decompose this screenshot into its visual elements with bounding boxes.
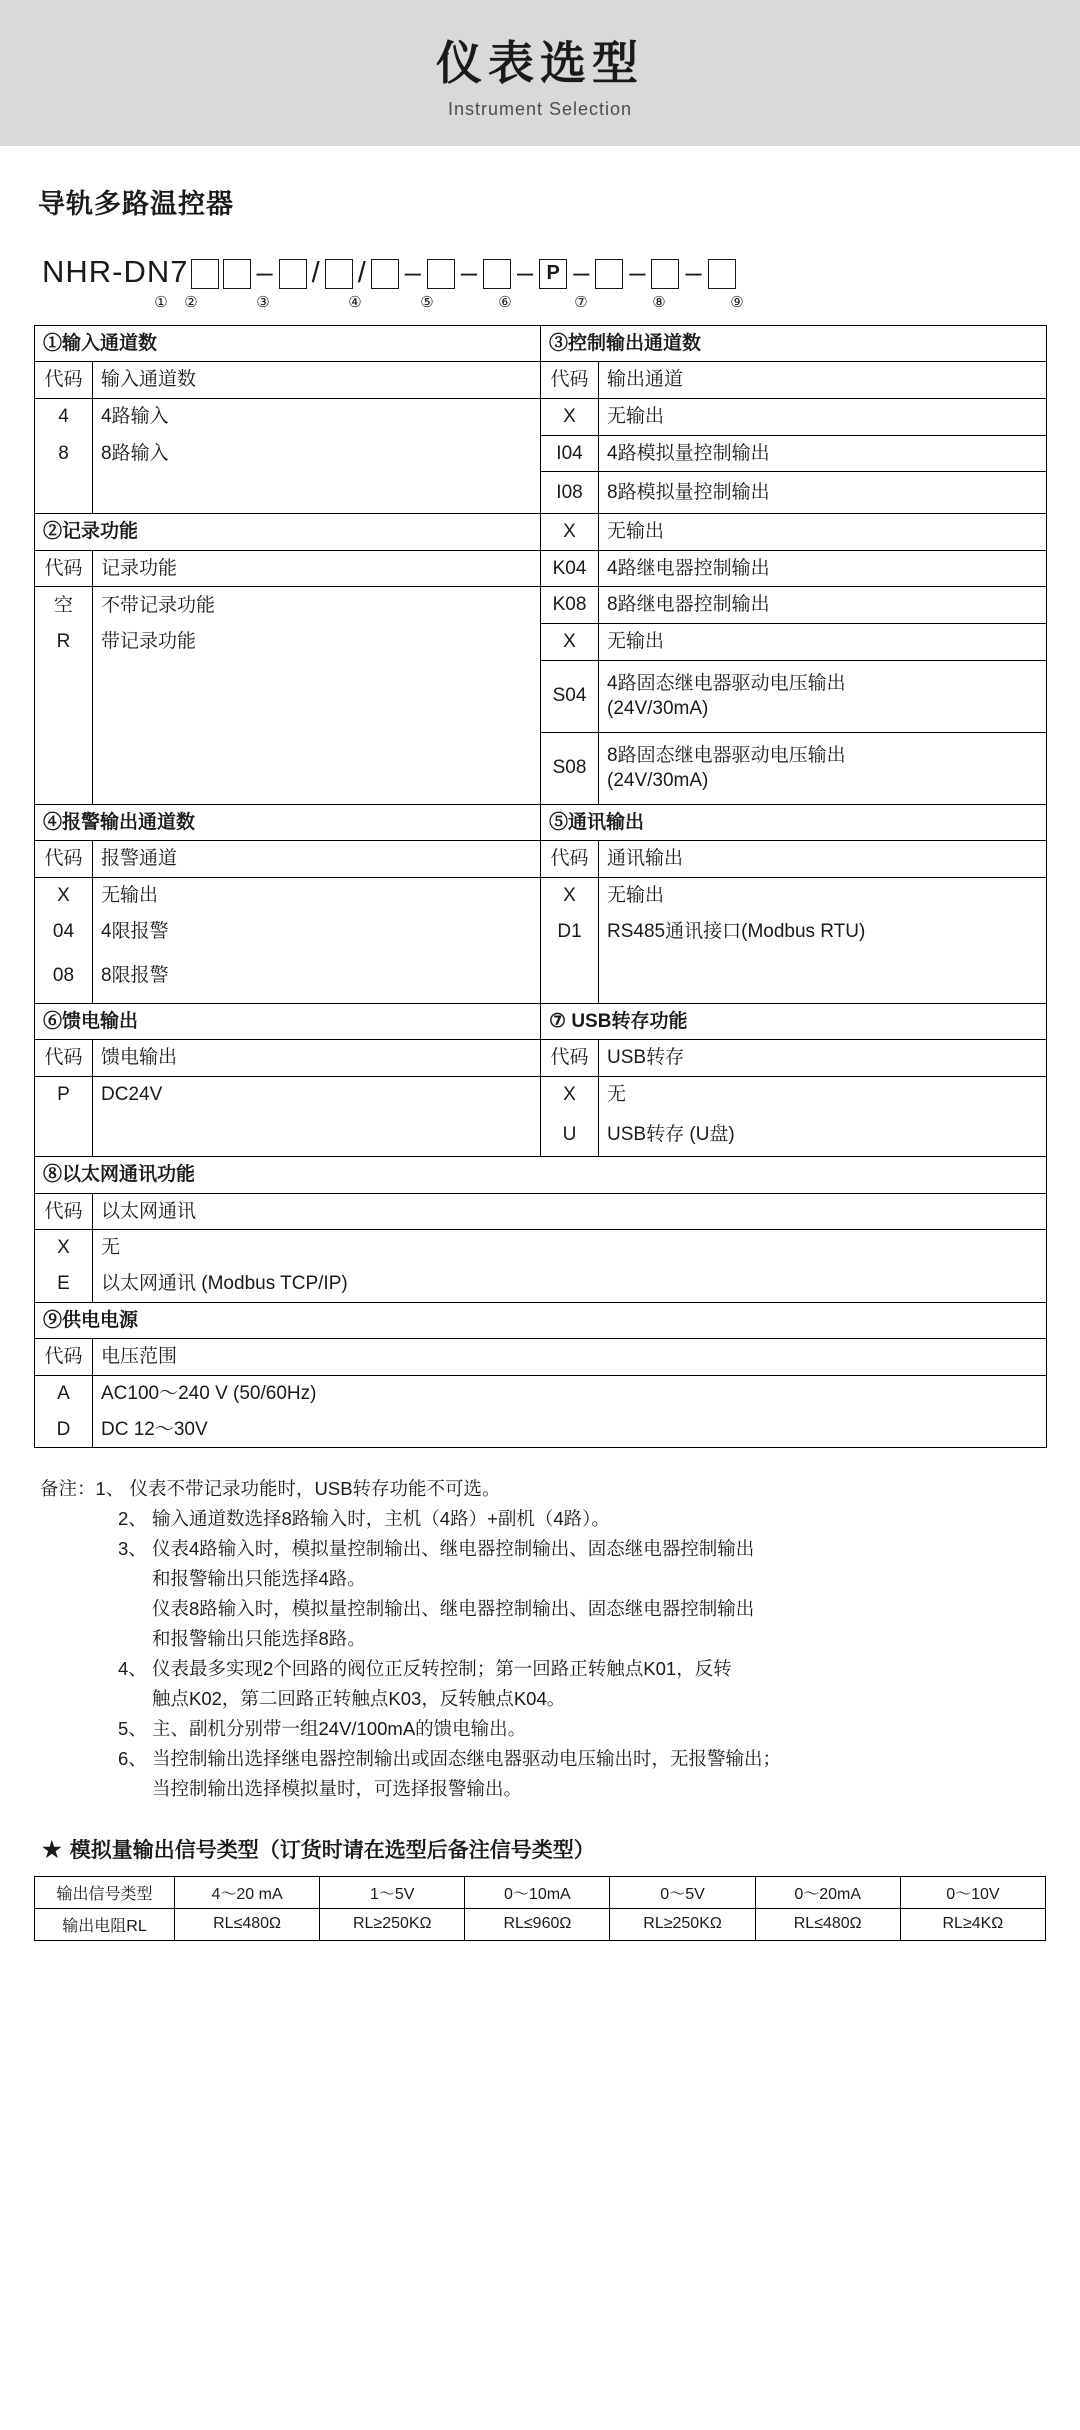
model-dash-5: – — [573, 256, 590, 289]
section-9-row-1-code: D — [35, 1412, 93, 1448]
signal-type-1: 1～5V — [320, 1876, 465, 1908]
section-1-row-0-code: 4 — [35, 398, 93, 435]
section-3-row-5-name: 8路继电器控制输出 — [599, 587, 1047, 624]
table-row — [35, 398, 1047, 435]
remarks-block — [40, 1474, 1046, 1804]
remark-0-num: 1、 — [95, 1478, 125, 1500]
star-icon: ★ — [42, 1836, 62, 1862]
table-row — [35, 1113, 1047, 1157]
section-3-row-7-code: S04 — [541, 660, 599, 732]
remark-3-text — [152, 1654, 1046, 1714]
section-1-spacer-name — [93, 472, 541, 514]
section-1-spacer-code — [35, 472, 93, 514]
table-row — [35, 1193, 1047, 1230]
section-4-row-1-code: 04 — [35, 914, 93, 950]
model-dash-7: – — [685, 256, 702, 289]
section-2-spacer-name-a — [93, 660, 541, 732]
model-dash-2: – — [404, 256, 421, 289]
section-6-title: ⑥馈电输出 — [35, 1003, 541, 1040]
section-9-col-name: 电压范围 — [93, 1339, 1047, 1376]
page-header — [0, 0, 1080, 146]
model-box-7[interactable] — [483, 259, 511, 289]
model-index-4: ④ — [348, 293, 362, 311]
signal-heading — [42, 1834, 1046, 1864]
section-2-row-1-code: R — [35, 624, 93, 661]
section-6-row-0-name: DC24V — [93, 1077, 541, 1113]
remark-2-line-3: 和报警输出只能选择8路。 — [152, 1628, 366, 1650]
table-row — [35, 1230, 1047, 1266]
section-6-row-0-code: P — [35, 1077, 93, 1113]
section-6-col-name: 馈电输出 — [93, 1040, 541, 1077]
remark-item — [40, 1474, 1046, 1504]
table-row — [35, 1412, 1047, 1448]
section-3-row-4-code: K04 — [541, 550, 599, 587]
table-row — [35, 1302, 1047, 1339]
model-box-4[interactable] — [325, 259, 353, 289]
table-row — [35, 1908, 1046, 1940]
table-row — [35, 949, 1047, 1003]
model-slash-2: / — [357, 256, 366, 289]
signal-type-0: 4～20 mA — [175, 1876, 320, 1908]
model-box-10[interactable] — [651, 259, 679, 289]
model-prefix: NHR-DN7 — [42, 253, 189, 289]
model-index-3: ③ — [256, 293, 270, 311]
model-index-8: ⑧ — [652, 293, 666, 311]
signal-type-table — [34, 1876, 1046, 1941]
spec-table-group-5 — [34, 1302, 1047, 1449]
section-4-row-0-code: X — [35, 878, 93, 914]
section-4-title: ④报警输出通道数 — [35, 804, 541, 841]
section-2-spacer-code-b — [35, 732, 93, 804]
signal-type-2: 0～10mA — [465, 1876, 610, 1908]
section-3-row-8-line1: 8路固态继电器驱动电压输出 — [607, 744, 846, 766]
remark-item — [40, 1744, 1046, 1804]
spec-table-group-4 — [34, 1156, 1047, 1303]
section-8-row-0-code: X — [35, 1230, 93, 1266]
table-row — [35, 732, 1047, 804]
signal-row-label-0: 输出信号类型 — [35, 1876, 175, 1908]
section-4-col-code: 代码 — [35, 841, 93, 878]
model-box-3[interactable] — [279, 259, 307, 289]
section-2-spacer-name-b — [93, 732, 541, 804]
signal-resistance-0: RL≤480Ω — [175, 1908, 320, 1940]
remark-3-num: 4、 — [118, 1658, 147, 1680]
section-3-row-8-name — [599, 732, 1047, 804]
section-3-row-5-code: K08 — [541, 587, 599, 624]
remarks-label: 备注： — [40, 1478, 96, 1500]
section-3-row-2-code: I08 — [541, 472, 599, 514]
model-box-8-feed[interactable]: P — [539, 259, 567, 289]
section-5-col-name: 通讯输出 — [599, 841, 1047, 878]
model-box-11[interactable] — [708, 259, 736, 289]
model-slash-1: / — [311, 256, 320, 289]
section-7-row-0-code: X — [541, 1077, 599, 1113]
remark-5-line-1: 当控制输出选择模拟量时，可选择报警输出。 — [152, 1778, 523, 1800]
signal-resistance-5: RL≥4KΩ — [900, 1908, 1045, 1940]
signal-resistance-2: RL≤960Ω — [465, 1908, 610, 1940]
remark-item — [40, 1504, 1046, 1534]
section-4-row-2-name: 8限报警 — [93, 949, 541, 1003]
section-1-col-code: 代码 — [35, 362, 93, 399]
remark-2-line-1: 和报警输出只能选择4路。 — [152, 1568, 366, 1590]
table-row — [35, 1003, 1047, 1040]
section-4-row-1-name: 4限报警 — [93, 914, 541, 950]
section-2-col-name: 记录功能 — [93, 550, 541, 587]
remark-1-num: 2、 — [118, 1508, 147, 1530]
remark-2-line-0: 仪表4路输入时，模拟量控制输出、继电器控制输出、固态继电器控制输出 — [152, 1538, 755, 1560]
table-row — [35, 362, 1047, 399]
section-3-title: ③控制输出通道数 — [541, 325, 1047, 362]
model-index-6: ⑥ — [498, 293, 512, 311]
section-1-row-1-code: 8 — [35, 435, 93, 472]
section-8-row-1-name: 以太网通讯 (Modbus TCP/IP) — [93, 1266, 1047, 1302]
spec-table-group-2 — [34, 804, 1047, 1004]
table-row — [35, 550, 1047, 587]
section-3-row-3-name: 无输出 — [599, 514, 1047, 551]
remark-3-line-1: 触点K02，第二回路正转触点K03，反转触点K04。 — [152, 1688, 566, 1710]
section-5-row-0-code: X — [541, 878, 599, 914]
remark-1-text: 输入通道数选择8路输入时，主机（4路）+副机（4路）。 — [152, 1508, 610, 1530]
section-5-row-1-name: RS485通讯接口(Modbus RTU) — [599, 914, 1047, 950]
signal-type-5: 0～10V — [900, 1876, 1045, 1908]
section-1-row-1-name: 8路输入 — [93, 435, 541, 472]
page-body — [0, 182, 1080, 1941]
spec-table-group-3 — [34, 1003, 1047, 1157]
table-row — [35, 1266, 1047, 1302]
table-row — [35, 1876, 1046, 1908]
remark-item — [40, 1714, 1046, 1744]
model-box-2[interactable] — [223, 259, 251, 289]
section-7-row-1-name: USB转存 (U盘) — [599, 1113, 1047, 1157]
remark-0-text: 仪表不带记录功能时，USB转存功能不可选。 — [129, 1478, 501, 1500]
section-3-row-2-name: 8路模拟量控制输出 — [599, 472, 1047, 514]
signal-type-3: 0～5V — [610, 1876, 755, 1908]
section-1-col-name: 输入通道数 — [93, 362, 541, 399]
table-row — [35, 325, 1047, 362]
table-row — [35, 1040, 1047, 1077]
signal-resistance-4: RL≤480Ω — [755, 1908, 900, 1940]
remark-item — [40, 1534, 1046, 1654]
section-9-title: ⑨供电电源 — [35, 1302, 1047, 1339]
table-row — [35, 587, 1047, 624]
table-row — [35, 472, 1047, 514]
model-index-7: ⑦ — [574, 293, 588, 311]
section-3-row-0-name: 无输出 — [599, 398, 1047, 435]
table-row — [35, 1339, 1047, 1376]
section-2-col-code: 代码 — [35, 550, 93, 587]
model-dash-4: – — [517, 256, 534, 289]
remark-item — [40, 1654, 1046, 1714]
section-9-row-0-name: AC100～240 V (50/60Hz) — [93, 1376, 1047, 1412]
section-3-row-7-name — [599, 660, 1047, 732]
signal-resistance-1: RL≥250KΩ — [320, 1908, 465, 1940]
section-8-row-1-code: E — [35, 1266, 93, 1302]
table-row — [35, 1376, 1047, 1412]
table-row — [35, 660, 1047, 732]
remark-2-line-2: 仪表8路输入时，模拟量控制输出、继电器控制输出、固态继电器控制输出 — [152, 1598, 755, 1620]
section-6-col-code: 代码 — [35, 1040, 93, 1077]
page-title: 仪表选型 — [436, 37, 644, 89]
section-9-row-1-name: DC 12～30V — [93, 1412, 1047, 1448]
spec-table-group-1 — [34, 325, 1047, 805]
model-code-line — [42, 243, 1046, 289]
signal-heading-text: 模拟量输出信号类型（订货时请在选型后备注信号类型） — [69, 1838, 595, 1862]
table-row — [35, 1077, 1047, 1113]
remark-4-num: 5、 — [118, 1718, 147, 1740]
section-3-row-7-line1: 4路固态继电器驱动电压输出 — [607, 672, 846, 694]
section-2-row-1-name: 带记录功能 — [93, 624, 541, 661]
section-3-row-7-line2: (24V/30mA) — [607, 698, 709, 720]
table-row — [35, 514, 1047, 551]
section-8-col-name: 以太网通讯 — [93, 1193, 1047, 1230]
model-index-1: ① — [154, 293, 168, 311]
table-row — [35, 435, 1047, 472]
section-8-row-0-name: 无 — [93, 1230, 1047, 1266]
model-index-9: ⑨ — [730, 293, 744, 311]
section-3-row-6-code: X — [541, 624, 599, 661]
table-row — [35, 878, 1047, 914]
section-3-row-1-name: 4路模拟量控制输出 — [599, 435, 1047, 472]
table-row — [35, 804, 1047, 841]
section-5-spacer-name — [599, 949, 1047, 1003]
signal-type-4: 0～20mA — [755, 1876, 900, 1908]
section-2-spacer-code-a — [35, 660, 93, 732]
section-5-row-1-code: D1 — [541, 914, 599, 950]
section-7-col-name: USB转存 — [599, 1040, 1047, 1077]
page-subtitle: Instrument Selection — [447, 98, 633, 119]
section-3-col-code: 代码 — [541, 362, 599, 399]
section-2-row-0-name: 不带记录功能 — [93, 587, 541, 624]
model-box-1[interactable] — [191, 259, 219, 289]
table-row — [35, 1157, 1047, 1194]
signal-row-label-1: 输出电阻RL — [35, 1908, 175, 1940]
signal-resistance-3: RL≥250KΩ — [610, 1908, 755, 1940]
section-4-col-name: 报警通道 — [93, 841, 541, 878]
model-index-numbers — [42, 293, 1046, 311]
remark-5-line-0: 当控制输出选择继电器控制输出或固态继电器驱动电压输出时，无报警输出； — [152, 1748, 782, 1770]
table-row — [35, 841, 1047, 878]
section-7-col-code: 代码 — [541, 1040, 599, 1077]
section-4-row-0-name: 无输出 — [93, 878, 541, 914]
table-row — [35, 914, 1047, 950]
section-7-row-0-name: 无 — [599, 1077, 1047, 1113]
section-3-row-8-code: S08 — [541, 732, 599, 804]
remark-3-line-0: 仪表最多实现2个回路的阀位正反转控制；第一回路正转触点K01，反转 — [152, 1658, 732, 1680]
section-9-col-code: 代码 — [35, 1339, 93, 1376]
section-5-title: ⑤通讯输出 — [541, 804, 1047, 841]
section-2-title: ②记录功能 — [35, 514, 541, 551]
section-5-spacer-code — [541, 949, 599, 1003]
section-4-row-2-code: 08 — [35, 949, 93, 1003]
section-3-row-0-code: X — [541, 398, 599, 435]
section-6-spacer-code — [35, 1113, 93, 1157]
section-7-row-1-code: U — [541, 1113, 599, 1157]
section-1-title: ①输入通道数 — [35, 325, 541, 362]
section-6-spacer-name — [93, 1113, 541, 1157]
section-3-row-1-code: I04 — [541, 435, 599, 472]
model-index-2: ② — [184, 293, 198, 311]
section-3-row-4-name: 4路继电器控制输出 — [599, 550, 1047, 587]
section-2-row-0-code: 空 — [35, 587, 93, 624]
section-3-col-name: 输出通道 — [599, 362, 1047, 399]
table-row — [35, 624, 1047, 661]
remark-2-text — [152, 1534, 1046, 1654]
section-3-row-3-code: X — [541, 514, 599, 551]
model-dash-1: – — [256, 256, 273, 289]
section-1-row-0-name: 4路输入 — [93, 398, 541, 435]
model-box-5[interactable] — [371, 259, 399, 289]
model-box-9[interactable] — [595, 259, 623, 289]
model-box-6[interactable] — [427, 259, 455, 289]
model-dash-3: – — [460, 256, 478, 289]
remark-2-num: 3、 — [118, 1538, 147, 1560]
section-3-row-8-line2: (24V/30mA) — [607, 770, 709, 792]
section-8-title: ⑧以太网通讯功能 — [35, 1157, 1047, 1194]
section-7-title: ⑦ USB转存功能 — [541, 1003, 1047, 1040]
section-3-row-6-name: 无输出 — [599, 624, 1047, 661]
model-index-5: ⑤ — [420, 293, 434, 311]
section-5-col-code: 代码 — [541, 841, 599, 878]
section-8-col-code: 代码 — [35, 1193, 93, 1230]
section-5-row-0-name: 无输出 — [599, 878, 1047, 914]
remark-4-text: 主、副机分别带一组24V/100mA的馈电输出。 — [152, 1718, 527, 1740]
product-name: 导轨多路温控器 — [38, 188, 234, 219]
remark-5-text — [152, 1744, 1046, 1804]
remark-5-num: 6、 — [118, 1748, 147, 1770]
model-dash-6: – — [629, 256, 646, 289]
section-9-row-0-code: A — [35, 1376, 93, 1412]
